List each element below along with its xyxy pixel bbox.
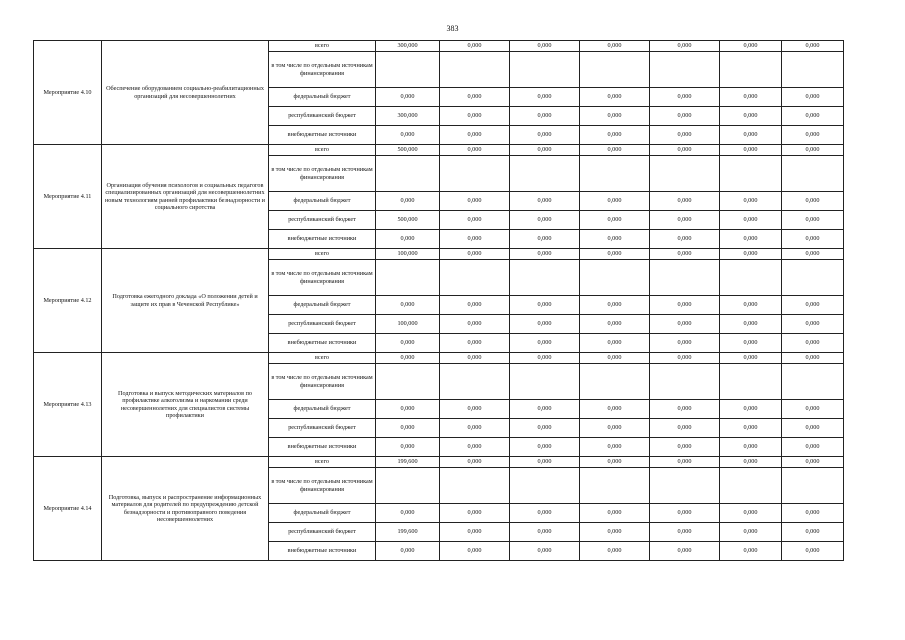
funding-source-cell: федеральный бюджет: [269, 504, 376, 523]
value-cell: 0,000: [376, 88, 440, 107]
funding-source-cell: всего: [269, 41, 376, 52]
funding-source-cell: всего: [269, 457, 376, 468]
value-cell: [440, 156, 510, 192]
value-cell: [782, 364, 844, 400]
value-cell: 0,000: [782, 523, 844, 542]
value-cell: 0,000: [440, 107, 510, 126]
value-cell: 0,000: [580, 457, 650, 468]
value-cell: 0,000: [440, 211, 510, 230]
value-cell: 0,000: [650, 542, 720, 561]
value-cell: 0,000: [782, 41, 844, 52]
value-cell: 0,000: [650, 504, 720, 523]
value-cell: 0,000: [720, 542, 782, 561]
value-cell: 0,000: [376, 504, 440, 523]
value-cell: 0,000: [782, 145, 844, 156]
value-cell: 0,000: [782, 88, 844, 107]
value-cell: 0,000: [440, 192, 510, 211]
value-cell: 0,000: [650, 438, 720, 457]
value-cell: 0,000: [720, 419, 782, 438]
value-cell: 0,000: [650, 353, 720, 364]
value-cell: 0,000: [376, 438, 440, 457]
value-cell: 0,000: [440, 41, 510, 52]
funding-source-cell: республиканский бюджет: [269, 315, 376, 334]
value-cell: [376, 156, 440, 192]
value-cell: [650, 468, 720, 504]
value-cell: 0,000: [580, 211, 650, 230]
value-cell: [510, 260, 580, 296]
value-cell: [650, 156, 720, 192]
value-cell: 0,000: [440, 457, 510, 468]
value-cell: 0,000: [580, 400, 650, 419]
value-cell: 0,000: [720, 145, 782, 156]
value-cell: 0,000: [440, 504, 510, 523]
value-cell: 0,000: [510, 542, 580, 561]
value-cell: 0,000: [580, 523, 650, 542]
value-cell: [376, 364, 440, 400]
value-cell: [376, 52, 440, 88]
value-cell: 0,000: [510, 400, 580, 419]
funding-source-cell: федеральный бюджет: [269, 192, 376, 211]
value-cell: 0,000: [440, 296, 510, 315]
value-cell: 0,000: [376, 419, 440, 438]
value-cell: 0,000: [440, 542, 510, 561]
value-cell: 0,000: [782, 419, 844, 438]
value-cell: 0,000: [440, 249, 510, 260]
value-cell: 0,000: [650, 88, 720, 107]
funding-source-cell: внебюджетные источники: [269, 542, 376, 561]
funding-source-cell: внебюджетные источники: [269, 438, 376, 457]
value-cell: [580, 156, 650, 192]
value-cell: 0,000: [650, 315, 720, 334]
value-cell: 0,000: [580, 192, 650, 211]
funding-source-cell: в том числе по отдельным источникам финансирования: [269, 260, 376, 296]
value-cell: 0,000: [510, 438, 580, 457]
event-description-cell: Обеспечение оборудованием социально-реабилитационных организаций для несовершеннолетних: [102, 41, 269, 145]
value-cell: 0,000: [580, 438, 650, 457]
funding-source-cell: внебюджетные источники: [269, 334, 376, 353]
value-cell: 0,000: [720, 41, 782, 52]
value-cell: 0,000: [580, 107, 650, 126]
value-cell: [650, 52, 720, 88]
value-cell: 0,000: [510, 230, 580, 249]
value-cell: [720, 364, 782, 400]
funding-source-cell: республиканский бюджет: [269, 419, 376, 438]
value-cell: 0,000: [782, 211, 844, 230]
value-cell: 0,000: [510, 353, 580, 364]
value-cell: 0,000: [580, 504, 650, 523]
value-cell: 0,000: [510, 249, 580, 260]
value-cell: 0,000: [720, 230, 782, 249]
value-cell: [510, 364, 580, 400]
event-name-cell: Мероприятие 4.13: [34, 353, 102, 457]
value-cell: [782, 156, 844, 192]
budget-table: [33, 40, 844, 561]
value-cell: 0,000: [782, 457, 844, 468]
table-row-row-total: [34, 145, 844, 156]
value-cell: [580, 364, 650, 400]
value-cell: [650, 364, 720, 400]
value-cell: 0,000: [440, 230, 510, 249]
value-cell: [510, 156, 580, 192]
funding-source-cell: всего: [269, 249, 376, 260]
value-cell: 0,000: [376, 400, 440, 419]
funding-source-cell: республиканский бюджет: [269, 211, 376, 230]
value-cell: 0,000: [440, 126, 510, 145]
event-name-cell: Мероприятие 4.10: [34, 41, 102, 145]
page-number: 383: [446, 24, 459, 33]
value-cell: [376, 260, 440, 296]
value-cell: 0,000: [782, 542, 844, 561]
value-cell: 0,000: [510, 334, 580, 353]
value-cell: 0,000: [510, 88, 580, 107]
value-cell: 300,000: [376, 41, 440, 52]
funding-source-cell: федеральный бюджет: [269, 88, 376, 107]
value-cell: 0,000: [720, 249, 782, 260]
value-cell: 199,600: [376, 523, 440, 542]
value-cell: 0,000: [650, 211, 720, 230]
value-cell: 0,000: [376, 296, 440, 315]
value-cell: 0,000: [782, 400, 844, 419]
value-cell: 0,000: [650, 249, 720, 260]
value-cell: 0,000: [580, 334, 650, 353]
value-cell: 0,000: [782, 249, 844, 260]
value-cell: 0,000: [720, 192, 782, 211]
value-cell: 0,000: [376, 126, 440, 145]
value-cell: 0,000: [782, 296, 844, 315]
value-cell: 0,000: [376, 192, 440, 211]
value-cell: 0,000: [720, 334, 782, 353]
value-cell: 0,000: [782, 126, 844, 145]
value-cell: [720, 260, 782, 296]
value-cell: 0,000: [650, 334, 720, 353]
funding-source-cell: в том числе по отдельным источникам финансирования: [269, 52, 376, 88]
value-cell: [782, 260, 844, 296]
value-cell: 0,000: [720, 400, 782, 419]
table-row-row-total: [34, 41, 844, 52]
value-cell: 0,000: [782, 438, 844, 457]
funding-source-cell: республиканский бюджет: [269, 523, 376, 542]
value-cell: 0,000: [782, 107, 844, 126]
value-cell: 0,000: [580, 542, 650, 561]
value-cell: [782, 52, 844, 88]
value-cell: 0,000: [650, 192, 720, 211]
value-cell: 0,000: [440, 438, 510, 457]
value-cell: 0,000: [720, 211, 782, 230]
value-cell: 0,000: [650, 523, 720, 542]
value-cell: 0,000: [510, 457, 580, 468]
funding-source-cell: внебюджетные источники: [269, 230, 376, 249]
value-cell: 300,000: [376, 107, 440, 126]
funding-source-cell: республиканский бюджет: [269, 107, 376, 126]
funding-source-cell: всего: [269, 145, 376, 156]
value-cell: [650, 260, 720, 296]
value-cell: 0,000: [440, 88, 510, 107]
value-cell: 0,000: [720, 523, 782, 542]
value-cell: 0,000: [376, 353, 440, 364]
value-cell: 0,000: [510, 41, 580, 52]
value-cell: 0,000: [580, 88, 650, 107]
event-name-cell: Мероприятие 4.14: [34, 457, 102, 561]
value-cell: [510, 52, 580, 88]
value-cell: 0,000: [510, 211, 580, 230]
event-description-cell: Подготовка и выпуск методических материалов по профилактике алкоголизма и наркомании среди несовершеннолетних для специалистов системы профилактики: [102, 353, 269, 457]
value-cell: 0,000: [440, 400, 510, 419]
value-cell: 0,000: [650, 296, 720, 315]
event-description-cell: Организация обучения психологов и социальных педагогов специализированных организаций для несовершеннолетних новым технологиям ранней профилактики безнадзорности и социального сиротства: [102, 145, 269, 249]
value-cell: 0,000: [580, 315, 650, 334]
value-cell: 0,000: [440, 145, 510, 156]
value-cell: 0,000: [580, 145, 650, 156]
event-name-cell: Мероприятие 4.12: [34, 249, 102, 353]
value-cell: 0,000: [510, 107, 580, 126]
funding-source-cell: федеральный бюджет: [269, 400, 376, 419]
value-cell: [440, 364, 510, 400]
value-cell: 0,000: [580, 419, 650, 438]
value-cell: 0,000: [440, 315, 510, 334]
value-cell: 0,000: [650, 230, 720, 249]
value-cell: [440, 52, 510, 88]
value-cell: [510, 468, 580, 504]
value-cell: 0,000: [650, 400, 720, 419]
event-description-cell: Подготовка ежегодного доклада «О положении детей и защите их прав в Чеченской Республике»: [102, 249, 269, 353]
funding-source-cell: федеральный бюджет: [269, 296, 376, 315]
value-cell: [580, 260, 650, 296]
value-cell: 0,000: [782, 504, 844, 523]
value-cell: [580, 468, 650, 504]
value-cell: 100,000: [376, 315, 440, 334]
funding-source-cell: в том числе по отдельным источникам финансирования: [269, 468, 376, 504]
event-name-cell: Мероприятие 4.11: [34, 145, 102, 249]
funding-source-cell: всего: [269, 353, 376, 364]
value-cell: 0,000: [510, 126, 580, 145]
value-cell: [782, 468, 844, 504]
value-cell: 0,000: [510, 523, 580, 542]
value-cell: 0,000: [650, 107, 720, 126]
table-row-row-total: [34, 457, 844, 468]
table-row-row-total: [34, 353, 844, 364]
value-cell: 0,000: [650, 41, 720, 52]
value-cell: [440, 468, 510, 504]
funding-source-cell: в том числе по отдельным источникам финансирования: [269, 364, 376, 400]
value-cell: 0,000: [650, 126, 720, 145]
value-cell: 0,000: [376, 542, 440, 561]
value-cell: 0,000: [650, 145, 720, 156]
value-cell: 0,000: [782, 192, 844, 211]
value-cell: 0,000: [376, 334, 440, 353]
value-cell: 0,000: [782, 353, 844, 364]
value-cell: 0,000: [580, 353, 650, 364]
value-cell: 0,000: [440, 523, 510, 542]
value-cell: [580, 52, 650, 88]
value-cell: 0,000: [580, 296, 650, 315]
value-cell: 100,000: [376, 249, 440, 260]
value-cell: 0,000: [580, 41, 650, 52]
value-cell: 0,000: [720, 315, 782, 334]
value-cell: 0,000: [650, 419, 720, 438]
value-cell: [720, 468, 782, 504]
value-cell: 199,600: [376, 457, 440, 468]
table-row-row-total: [34, 249, 844, 260]
value-cell: 0,000: [510, 315, 580, 334]
value-cell: 500,000: [376, 145, 440, 156]
value-cell: 0,000: [580, 126, 650, 145]
value-cell: 0,000: [510, 419, 580, 438]
value-cell: 0,000: [510, 504, 580, 523]
value-cell: [720, 52, 782, 88]
event-description-cell: Подготовка, выпуск и распространение информационных материалов для родителей по предупреждению детской безнадзорности и противоправного поведения несовершеннолетних: [102, 457, 269, 561]
value-cell: 0,000: [720, 296, 782, 315]
value-cell: 0,000: [510, 296, 580, 315]
budget-table-body: [34, 41, 844, 561]
value-cell: 0,000: [440, 334, 510, 353]
funding-source-cell: в том числе по отдельным источникам финансирования: [269, 156, 376, 192]
value-cell: 0,000: [440, 419, 510, 438]
value-cell: 0,000: [720, 107, 782, 126]
value-cell: 0,000: [720, 457, 782, 468]
value-cell: [376, 468, 440, 504]
value-cell: 0,000: [510, 192, 580, 211]
value-cell: 0,000: [782, 315, 844, 334]
value-cell: 0,000: [376, 230, 440, 249]
value-cell: 0,000: [720, 126, 782, 145]
value-cell: 0,000: [650, 457, 720, 468]
value-cell: 0,000: [720, 88, 782, 107]
value-cell: 0,000: [510, 145, 580, 156]
value-cell: 0,000: [580, 230, 650, 249]
value-cell: 0,000: [440, 353, 510, 364]
value-cell: [440, 260, 510, 296]
value-cell: 0,000: [782, 334, 844, 353]
value-cell: 500,000: [376, 211, 440, 230]
value-cell: 0,000: [782, 230, 844, 249]
value-cell: [720, 156, 782, 192]
funding-source-cell: внебюджетные источники: [269, 126, 376, 145]
value-cell: 0,000: [720, 353, 782, 364]
value-cell: 0,000: [720, 504, 782, 523]
value-cell: 0,000: [580, 249, 650, 260]
value-cell: 0,000: [720, 438, 782, 457]
